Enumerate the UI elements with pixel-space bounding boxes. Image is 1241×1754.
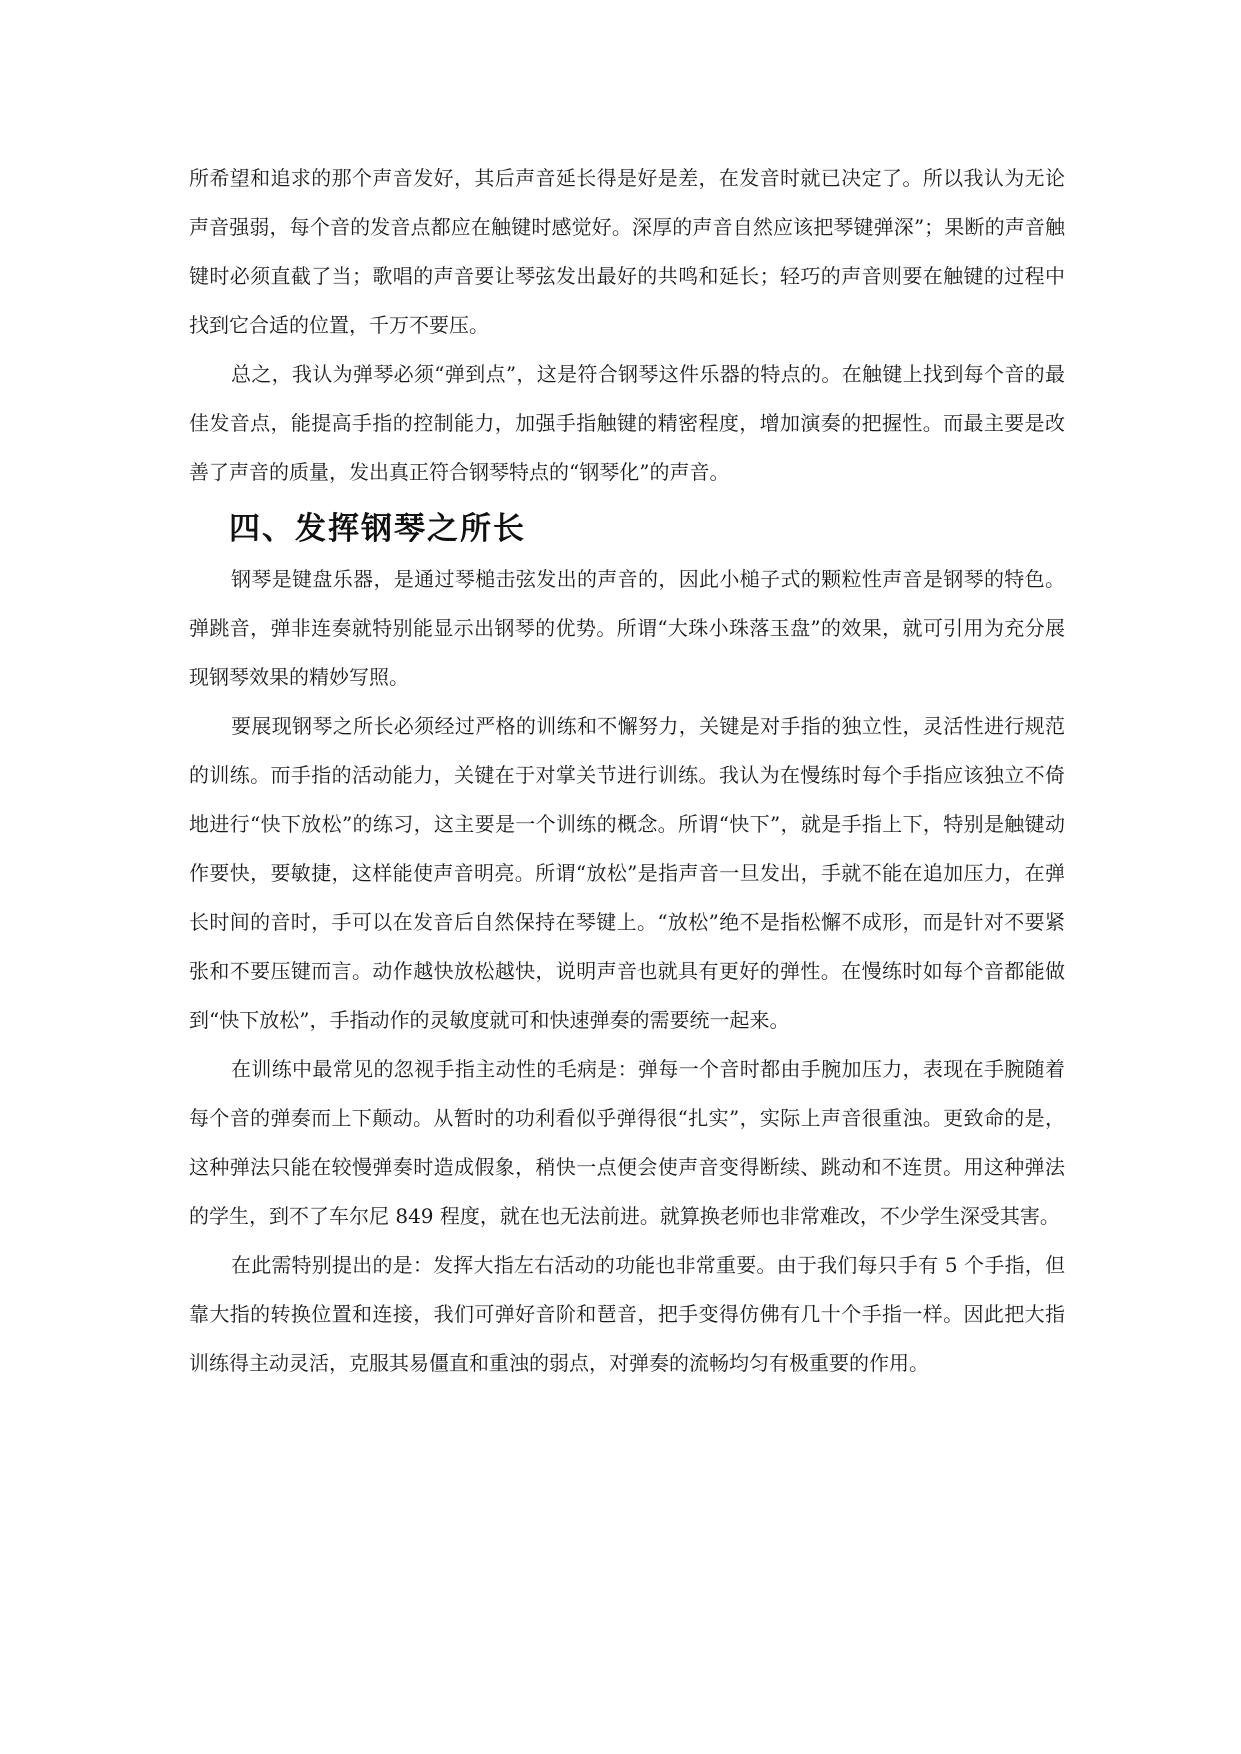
paragraph-continued: 所希望和追求的那个声音发好，其后声音延长得是好是差，在发音时就已决定了。所以我认为无论声音强弱，每个音的发音点都应在触键时感觉好。深厚的声音自然应该把琴键弹深”；果断的声音触键时必须直截了当；歌唱的声音要让琴弦发出最好的共鸣和延长；轻巧的声音则要在触键的过程中找到它合适的位置，千万不要压。 xyxy=(189,166,1065,337)
section-body xyxy=(189,555,1065,1388)
paragraph: 在此需特别提出的是：发挥大指左右活动的功能也非常重要。由于我们每只手有 5 个手指，但靠大指的转换位置和连接，我们可弹好音阶和琶音，把手变得仿佛有几十个手指一样。因此把大指训练得主动灵活，克服其易僵直和重浊的弱点，对弹奏的流畅均匀有极重要的作用。 xyxy=(189,1253,1065,1375)
paragraph: 要展现钢琴之所长必须经过严格的训练和不懈努力，关键是对手指的独立性，灵活性进行规范的训练。而手指的活动能力，关键在于对掌关节进行训练。我认为在慢练时每个手指应该独立不倚地进行“快下放松”的练习，这主要是一个训练的概念。所谓“快下”，就是手指上下，特别是触键动作要快，要敏捷，这样能使声音明亮。所谓“放松”是指声音一旦发出，手就不能在追加压力，在弹长时间的音时，手可以在发音后自然保持在琴键上。“放松”绝不是指松懈不成形，而是针对不要紧张和不要压键而言。动作越快放松越快，说明声音也就具有更好的弹性。在慢练时如每个音都能做到“快下放松”，手指动作的灵敏度就可和快速弹奏的需要统一起来。 xyxy=(189,714,1065,1032)
section-heading: 四、发挥钢琴之所长 xyxy=(229,511,526,547)
paragraph: 总之，我认为弹琴必须“弹到点”，这是符合钢琴这件乐器的特点的。在触键上找到每个音的最佳发音点，能提高手指的控制能力，加强手指触键的精密程度，增加演奏的把握性。而最主要是改善了声音的质量，发出真正符合钢琴特点的“钢琴化”的声音。 xyxy=(189,362,1065,484)
paragraph: 在训练中最常见的忽视手指主动性的毛病是：弹每一个音时都由手腕加压力，表现在手腕随着每个音的弹奏而上下颠动。从暂时的功利看似乎弹得很“扎实”，实际上声音很重浊。更致命的是，这种弹法只能在较慢弹奏时造成假象，稍快一点便会使声音变得断续、跳动和不连贯。用这种弹法的学生，到不了车尔尼 849 程度，就在也无法前进。就算换老师也非常难改，不少学生深受其害。 xyxy=(189,1057,1065,1228)
document-body xyxy=(189,154,1065,1388)
paragraph: 钢琴是键盘乐器，是通过琴槌击弦发出的声音的，因此小槌子式的颗粒性声音是钢琴的特色。弹跳音，弹非连奏就特别能显示出钢琴的优势。所谓“大珠小珠落玉盘”的效果，就可引用为充分展现钢琴效果的精妙写照。 xyxy=(189,567,1065,689)
